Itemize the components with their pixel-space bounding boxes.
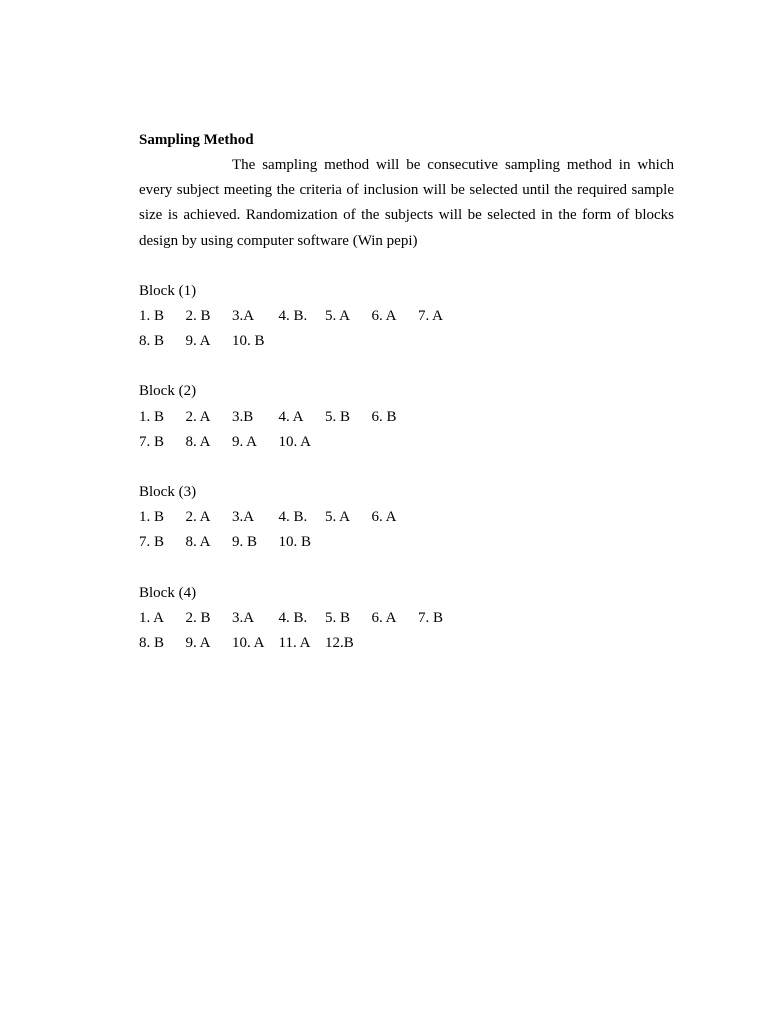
assignment-row	[139, 530, 674, 555]
assignment-item: 12.B	[325, 634, 354, 651]
assignment-item: 10. A	[232, 634, 265, 651]
assignment-item: 4. A	[278, 408, 304, 425]
randomization-block	[139, 581, 674, 657]
assignment-row	[139, 606, 674, 631]
assignment-item: 9. A	[232, 433, 258, 450]
assignment-item: 8. A	[185, 433, 211, 450]
assignment-item: 7. B	[139, 433, 165, 450]
assignment-item: 2. A	[185, 509, 211, 526]
assignment-item: 4. B.	[278, 509, 308, 526]
assignment-row	[139, 430, 674, 455]
assignment-item: 7. B	[139, 534, 165, 551]
block-title: Block (1)	[139, 282, 197, 299]
assignment-item: 5. A	[325, 509, 351, 526]
assignment-item: 6. A	[371, 308, 397, 325]
block-title: Block (3)	[139, 483, 197, 500]
assignment-row	[139, 505, 674, 530]
assignment-item: 1. B	[139, 308, 165, 325]
assignment-item: 7. B	[418, 609, 444, 626]
randomization-block	[139, 480, 674, 556]
assignment-item: 8. B	[139, 333, 165, 350]
assignment-item: 3.A	[232, 509, 255, 526]
assignment-item: 6. B	[371, 408, 397, 425]
assignment-item: 5. B	[325, 408, 351, 425]
assignment-item: 8. B	[139, 634, 165, 651]
assignment-item: 9. B	[232, 534, 258, 551]
assignment-item: 4. B.	[278, 308, 308, 325]
assignment-row	[139, 329, 674, 354]
assignment-item: 2. A	[185, 408, 211, 425]
assignment-item: 10. A	[278, 433, 312, 450]
assignment-item: 8. A	[185, 534, 211, 551]
blocks-container	[139, 279, 674, 656]
assignment-item: 2. B	[185, 609, 211, 626]
assignment-item: 9. A	[185, 634, 211, 651]
assignment-item: 1. B	[139, 408, 165, 425]
assignment-item: 3.A	[232, 609, 255, 626]
assignment-item: 11. A	[278, 634, 311, 651]
assignment-item: 10. B	[278, 534, 312, 551]
assignment-item: 1. A	[139, 609, 165, 626]
assignment-item: 1. B	[139, 509, 165, 526]
randomization-block	[139, 379, 674, 455]
assignment-item: 4. B.	[278, 609, 308, 626]
assignment-item: 7. A	[418, 308, 444, 325]
assignment-item: 5. A	[325, 308, 351, 325]
assignment-item: 3.B	[232, 408, 254, 425]
body-paragraph: The sampling method will be consecutive sampling method in which every subject meeting the criteria of inclusion will be selected until the required sample size is achieved. Randomization of the subjects will be selected in the form of blocks design by using computer software (Win pepi)	[139, 157, 674, 249]
assignment-row	[139, 304, 674, 329]
block-title: Block (4)	[139, 584, 197, 601]
assignment-item: 2. B	[185, 308, 211, 325]
randomization-block	[139, 279, 674, 355]
assignment-item: 5. B	[325, 609, 351, 626]
assignment-item: 6. A	[371, 609, 397, 626]
block-title: Block (2)	[139, 383, 197, 400]
document-page	[139, 128, 674, 656]
assignment-item: 9. A	[185, 333, 211, 350]
assignment-row	[139, 631, 674, 656]
assignment-item: 10. B	[232, 333, 265, 350]
section-heading: Sampling Method	[139, 132, 254, 148]
assignment-row	[139, 405, 674, 430]
assignment-item: 6. A	[371, 509, 397, 526]
assignment-item: 3.A	[232, 308, 255, 325]
